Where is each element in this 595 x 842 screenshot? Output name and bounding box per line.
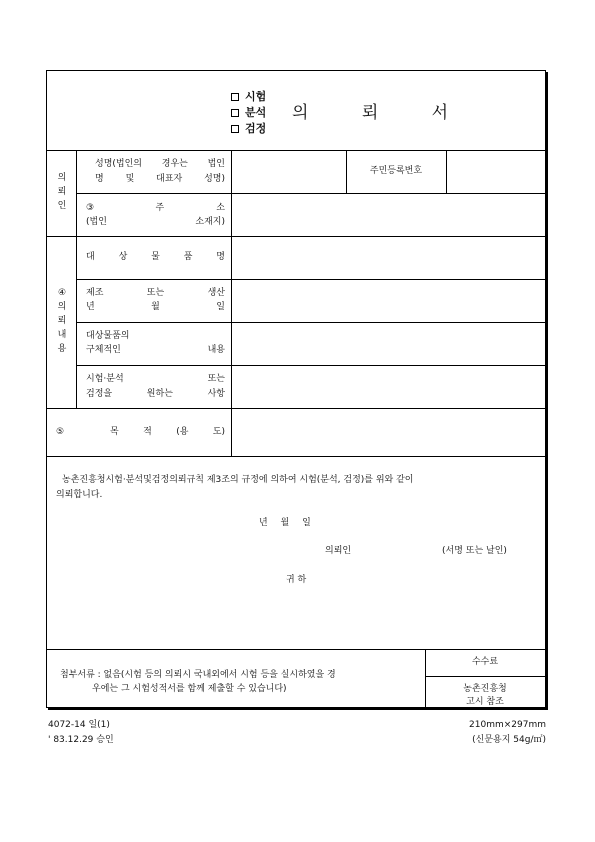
signature-note: (서명 또는 날인)	[442, 546, 507, 556]
manufacture-label-line1: 제조 또는 생산	[86, 288, 225, 298]
attachments-line2: 우에는 그 시험성적서를 함께 제출할 수 있습니다)	[92, 684, 287, 694]
paper-size: 210mm×297mm	[469, 720, 546, 730]
checkbox-icon	[231, 125, 239, 133]
fee-value-line1: 농촌진흥청	[463, 684, 507, 694]
address-label-line1: ③ 주 소	[86, 203, 225, 213]
checkbox-icon	[231, 93, 239, 101]
fee-label: 수수료	[471, 657, 499, 667]
desired-label-line2: 검정을 원하는 사항	[86, 389, 225, 399]
title-option-inspection: 검정	[231, 122, 266, 135]
address-label-line2: (법인 소재지)	[86, 217, 225, 227]
purpose-label: ⑤ 목 적 (용 도)	[56, 427, 225, 437]
statement-line1: 농촌진흥청시험·분석및검정의뢰규칙 제3조의 규정에 의하여 시험(분석, 검정)를 위와 같이	[62, 475, 414, 485]
statement-date: 년 월 일	[259, 518, 311, 528]
applicant-section-label: 의 뢰 인	[57, 173, 67, 211]
title-option-analysis: 분석	[231, 106, 266, 119]
approval-date: ' 83.12.29 승인	[48, 735, 114, 745]
content-section-label: ④ 의 뢰 내 용	[57, 288, 67, 354]
divider	[76, 193, 545, 194]
item-name-label: 대 상 물 품 명	[86, 252, 225, 262]
divider	[47, 456, 545, 457]
recipient-label: 귀 하	[286, 575, 307, 585]
specific-label-line2: 구체적인 내용	[86, 345, 225, 355]
form-title: 의 뢰 서	[292, 103, 473, 123]
statement-line2: 의뢰합니다.	[56, 490, 103, 500]
divider	[47, 408, 545, 409]
divider	[47, 236, 545, 237]
title-option-test: 시험	[231, 90, 266, 103]
divider	[47, 649, 545, 650]
fee-value-line2: 고시 참조	[466, 697, 504, 707]
divider	[425, 676, 545, 677]
frame-shadow-bottom	[48, 708, 548, 710]
divider	[76, 279, 545, 280]
divider	[446, 150, 447, 193]
form-number: 4072-14 일(1)	[48, 720, 110, 730]
divider	[231, 150, 232, 456]
desired-label-line1: 시험·분석 또는	[86, 374, 225, 384]
attachments-line1: 첨부서류 : 없음(시험 등의 의뢰시 국내외에서 시험 등을 실시하였을 경	[60, 670, 336, 680]
frame-shadow-right	[546, 72, 548, 710]
name-label-line2: 명 및 대표자 성명)	[95, 174, 225, 184]
checkbox-icon	[231, 109, 239, 117]
paper-type: (신문용지 54g/㎡)	[472, 735, 546, 745]
manufacture-label-line2: 년 월 일	[86, 302, 225, 312]
requester-label: 의뢰인	[325, 546, 352, 556]
specific-label-line1: 대상물품의	[86, 331, 130, 341]
resident-id-label: 주민등록번호	[369, 166, 423, 176]
divider	[47, 150, 545, 151]
divider	[76, 322, 545, 323]
name-label-line1: 성명(법인의 경우는 법인	[95, 159, 225, 169]
divider	[76, 150, 77, 408]
divider	[76, 365, 545, 366]
